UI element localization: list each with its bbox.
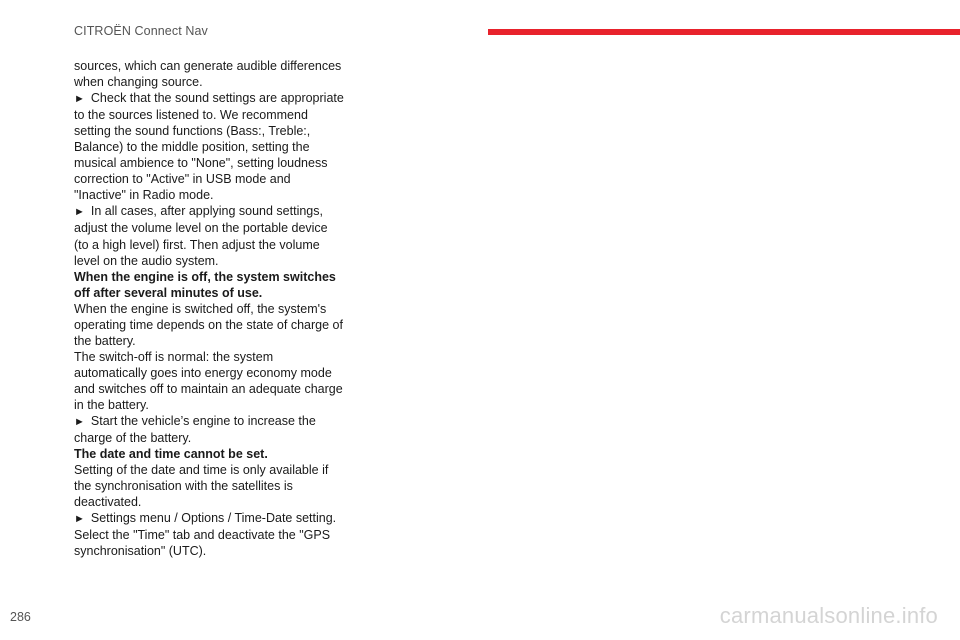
paragraph-sources: sources, which can generate audible differences when changing source. (74, 59, 342, 90)
body-column (74, 58, 344, 559)
step-adjust-volume (74, 203, 344, 268)
step-text: Settings menu / Options / Time-Date setting. (90, 511, 337, 526)
heading-date-time: The date and time cannot be set. (74, 447, 268, 462)
arrow-bullet-icon: ► (74, 93, 85, 106)
watermark: carmanualsonline.info (719, 603, 938, 628)
paragraph-select-time-tab: Select the "Time" tab and deactivate the "GPS synchronisation" (UTC). (74, 528, 331, 559)
step-check-sound-settings (74, 90, 344, 203)
heading-engine-off: When the engine is off, the system switches off after several minutes of use. (74, 269, 336, 300)
step-text: In all cases, after applying sound settings, adjust the volume level on the portable device (to a high level) first. Then adjust the volume level on the audio system. (74, 204, 328, 268)
arrow-bullet-icon: ► (74, 513, 85, 526)
arrow-bullet-icon: ► (74, 416, 85, 429)
step-settings-menu (74, 510, 344, 527)
paragraph-date-time-setting: Setting of the date and time is only available if the synchronisation with the satellites is deactivated. (74, 463, 329, 510)
step-text: Check that the sound settings are appropriate to the sources listened to. We recommend setting the sound functions (Bass:, Treble:, Balance) to the middle position, setting the musical ambience to "None", setting loudness correction to "Active" in USB mode and "Inactive" in Radio mode. (74, 91, 344, 203)
step-start-engine (74, 413, 344, 446)
running-header: CITROËN Connect Nav (74, 24, 208, 38)
arrow-bullet-icon: ► (74, 206, 85, 219)
header-accent-bar (488, 29, 960, 35)
paragraph-switch-off-normal: The switch-off is normal: the system automatically goes into energy economy mode and switches off to maintain an adequate charge in the battery. (74, 349, 343, 412)
paragraph-operating-time: When the engine is switched off, the system's operating time depends on the state of charge of the battery. (74, 301, 343, 348)
step-text: Start the vehicle’s engine to increase the charge of the battery. (74, 414, 316, 446)
page-number: 286 (10, 610, 31, 624)
